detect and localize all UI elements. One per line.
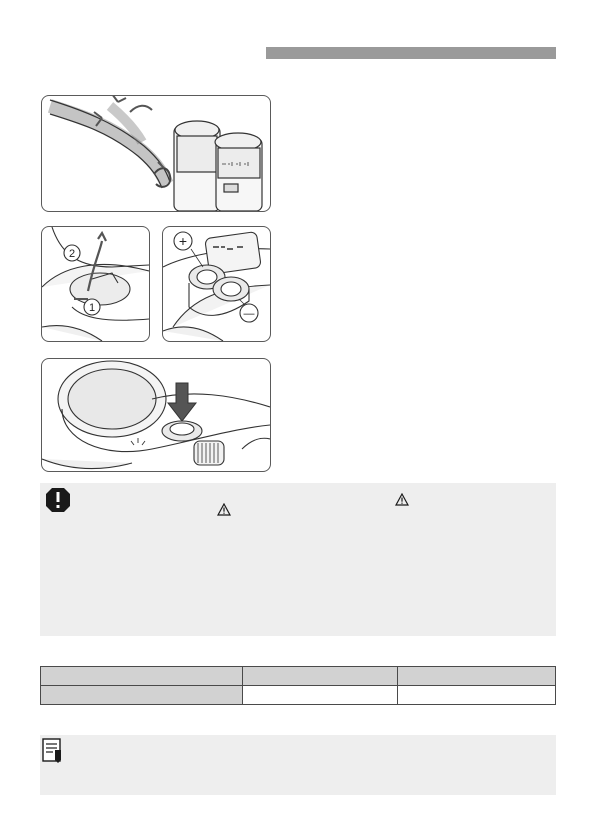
caution-box (40, 483, 556, 636)
battery-cover-figure (41, 226, 150, 342)
power-button-figure (41, 358, 271, 472)
strap-attachment-figure (41, 95, 271, 212)
table-cell (398, 667, 556, 686)
warning-triangle-icon (395, 493, 409, 506)
note-box (40, 735, 556, 795)
battery-cover-illustration (42, 227, 149, 341)
table-row (41, 686, 556, 705)
power-button-illustration (42, 359, 270, 471)
section-header-bar (266, 47, 556, 59)
battery-plus-symbol: + (178, 233, 188, 249)
table-cell (243, 686, 398, 705)
battery-compartment-illustration (163, 227, 270, 341)
step-2-label: 2 (68, 248, 76, 260)
caution-icon (44, 486, 72, 514)
table-cell (398, 686, 556, 705)
table-cell (243, 667, 398, 686)
spec-table (40, 666, 556, 705)
table-cell (41, 686, 243, 705)
table-header-row (41, 667, 556, 686)
battery-minus-symbol: — (243, 308, 255, 320)
battery-compartment-figure (162, 226, 271, 342)
table-cell (41, 667, 243, 686)
strap-attachment-illustration (42, 96, 270, 211)
step-1-label: 1 (88, 302, 96, 314)
press-arrow-icon (168, 383, 196, 421)
note-pencil-icon (42, 738, 64, 764)
warning-triangle-icon (217, 503, 231, 516)
